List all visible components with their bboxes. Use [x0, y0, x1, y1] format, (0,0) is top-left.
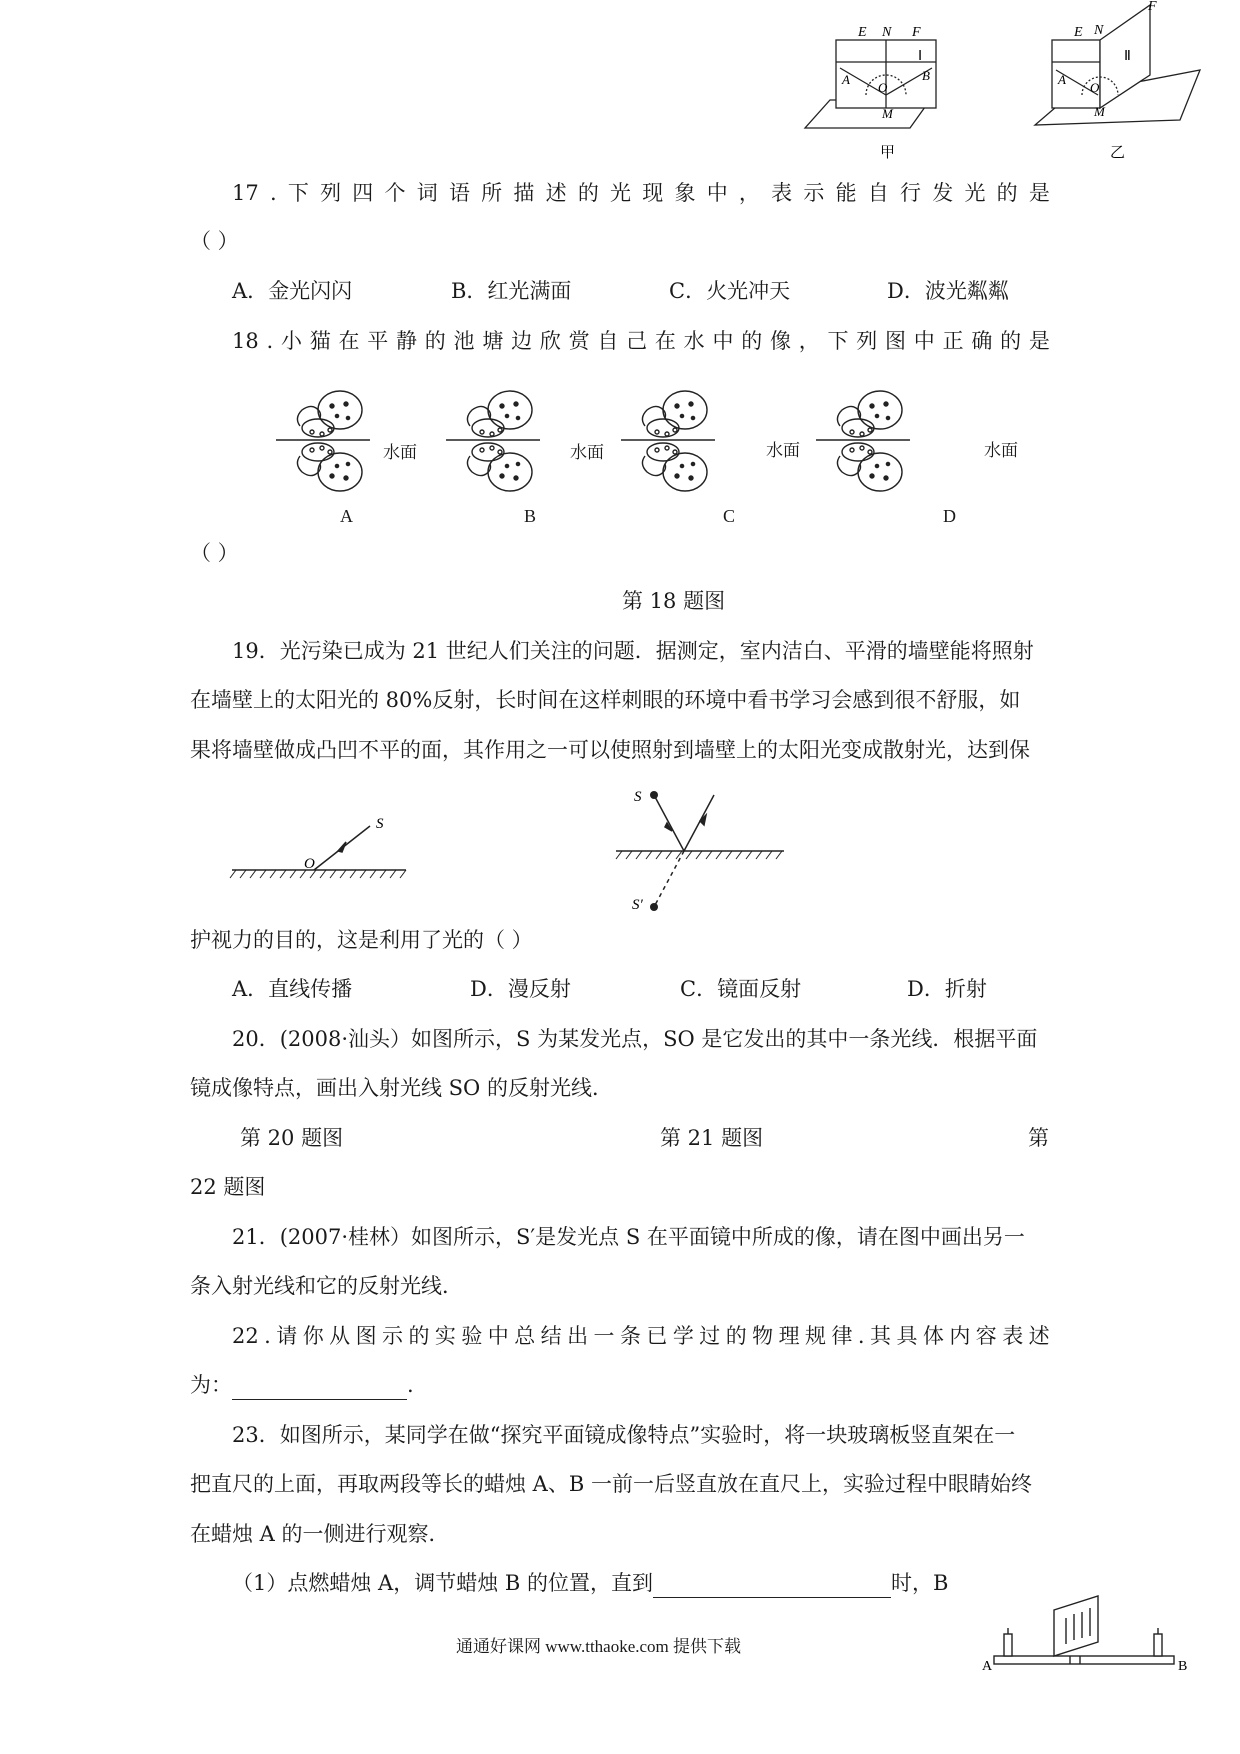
q19-line-2: 在墙壁上的太阳光的 80%反射，长时间在这样刺眼的环境中看书学习会感到很不舒服，如 — [190, 688, 1021, 712]
q21-line-2: 条入射光线和它的反射光线． — [190, 1274, 463, 1298]
fig-jia-label-E: E — [858, 25, 867, 40]
q22-stem — [232, 1321, 1050, 1351]
stem-char: 四 — [352, 181, 374, 205]
stem-char: 述 — [1028, 1324, 1050, 1348]
fig21-label-S: S — [634, 789, 642, 805]
stem-char: 的 — [725, 1324, 747, 1348]
fig-yi-label-N: N — [1094, 23, 1104, 38]
stem-char: 是 — [1028, 329, 1050, 353]
stem-char: 结 — [540, 1324, 562, 1348]
stem-char: 下 — [827, 329, 849, 353]
stem-char: 塘 — [482, 329, 504, 353]
fig-yi-label-E: E — [1074, 25, 1083, 40]
stem-char: 学 — [672, 1324, 694, 1348]
q23-sub1-prefix: （1）点燃蜡烛 A，调节蜡烛 B 的位置，直到 — [232, 1571, 653, 1595]
q18-water-label-c: 水面 — [766, 441, 800, 460]
fig20-label-O: O — [304, 856, 315, 872]
q17-stem — [232, 178, 1050, 208]
fig-jia-label-roman: Ⅰ — [918, 49, 923, 64]
q19-line-3: 果将墙壁做成凸凹不平的面，其作用之一可以使照射到墙壁上的太阳光变成散射光，达到保 — [190, 738, 1030, 762]
top-figure-jia — [800, 0, 980, 160]
q19-option-a: A．直线传播 — [232, 977, 353, 1001]
stem-char: 边 — [511, 329, 533, 353]
q17-option-b: B．红光满面 — [451, 279, 572, 303]
caption-fig-20: 第 20 题图 — [240, 1126, 344, 1150]
stem-char: 光 — [610, 181, 632, 205]
q19-line-1: 19．光污染已成为 21 世纪人们关注的问题．据测定，室内洁白、平滑的墙壁能将照射 — [232, 639, 1034, 663]
stem-char: 个 — [384, 181, 406, 205]
q18-figure-caption: 第 18 题图 — [622, 589, 726, 613]
candle-label-B: B — [1178, 1659, 1188, 1674]
fig20-label-S: S — [376, 816, 384, 832]
fig21-mirror-diagram — [610, 785, 790, 915]
stem-char: 你 — [302, 1324, 324, 1348]
stem-char: 请 — [276, 1324, 298, 1348]
fig-jia-label-A: A — [842, 72, 850, 87]
stem-char: 体 — [922, 1324, 944, 1348]
q23-line-1: 23．如图所示，某同学在做“探究平面镜成像特点”实验时，将一块玻璃板竖直架在一 — [232, 1423, 1016, 1447]
fig-jia-label-N: N — [882, 25, 892, 40]
stem-char: 实 — [434, 1324, 456, 1348]
stem-char: 自 — [867, 181, 889, 205]
stem-char: 列 — [320, 181, 342, 205]
stem-char: 示 — [803, 181, 825, 205]
top-figure-yi — [1030, 0, 1220, 160]
stem-char: 池 — [453, 329, 475, 353]
stem-char: . — [266, 329, 274, 353]
footer-source: 通通好课网 www.tthaoke.com 提供下载 — [456, 1637, 742, 1656]
stem-char: 现 — [642, 181, 664, 205]
stem-char: 确 — [971, 329, 993, 353]
q18-option-letter-d: D — [943, 506, 956, 526]
fig-jia-label-M: M — [882, 106, 893, 121]
q17-option-c: C．火光冲天 — [669, 279, 791, 303]
stem-char: 中 — [913, 329, 935, 353]
stem-char: 过 — [699, 1324, 721, 1348]
q23-line-3: 在蜡烛 A 的一侧进行观察． — [190, 1522, 450, 1546]
stem-char: 的 — [741, 329, 763, 353]
stem-char: 的 — [424, 329, 446, 353]
fig20-mirror-diagram — [230, 816, 410, 900]
caption-fig-22-part-2: 22 题图 — [190, 1175, 266, 1199]
stem-char: 描 — [513, 181, 535, 205]
q22-answer-blank[interactable] — [232, 1373, 407, 1400]
cat-figure-a — [276, 391, 370, 491]
stem-char: 的 — [408, 1324, 430, 1348]
stem-char: 律 — [831, 1324, 853, 1348]
caption-fig-22-part-1: 第 — [1028, 1126, 1049, 1150]
stem-char: 光 — [964, 181, 986, 205]
q22-suffix: . — [407, 1373, 414, 1397]
q18-stem — [232, 326, 1050, 356]
q23-sub1-suffix: 时，B — [890, 1571, 949, 1595]
stem-char: 验 — [461, 1324, 483, 1348]
stem-char: 从 — [329, 1324, 351, 1348]
fig-jia-caption: 甲 — [880, 145, 896, 161]
q19-option-d: D．折射 — [907, 977, 987, 1001]
q19-line-4: 护视力的目的，这是利用了光的（ ） — [190, 928, 533, 952]
stem-char: 平 — [367, 329, 389, 353]
stem-char: 一 — [593, 1324, 615, 1348]
q23-sub1 — [232, 1568, 948, 1598]
stem-char: 总 — [514, 1324, 536, 1348]
q18-water-label-b: 水面 — [570, 443, 604, 462]
stem-char: 已 — [646, 1324, 668, 1348]
fig-jia-label-O: O — [878, 80, 888, 95]
stem-char: 图 — [885, 329, 907, 353]
stem-char: ， — [738, 181, 760, 205]
stem-char: 的 — [577, 181, 599, 205]
stem-char: 容 — [975, 1324, 997, 1348]
stem-char: 象 — [674, 181, 696, 205]
stem-char: 中 — [487, 1324, 509, 1348]
q20-line-2: 镜成像特点，画出入射光线 SO 的反射光线． — [190, 1076, 613, 1100]
stem-char: 在 — [654, 329, 676, 353]
stem-char: 己 — [626, 329, 648, 353]
fig-yi-caption: 乙 — [1110, 145, 1126, 161]
stem-char: 的 — [1000, 329, 1022, 353]
fig-yi-label-M: M — [1094, 104, 1105, 119]
q18-water-label-a: 水面 — [383, 443, 417, 462]
stem-char: ， — [798, 329, 820, 353]
stem-char: 水 — [683, 329, 705, 353]
stem-char: 规 — [805, 1324, 827, 1348]
q22-prefix: 为： — [190, 1373, 232, 1397]
stem-char: 能 — [835, 181, 857, 205]
stem-char: 欣 — [539, 329, 561, 353]
candle-label-A: A — [982, 1659, 993, 1674]
stem-char: 述 — [545, 181, 567, 205]
stem-char: 表 — [1002, 1324, 1024, 1348]
stem-char: 正 — [942, 329, 964, 353]
stem-char: 下 — [287, 181, 309, 205]
q23-line-2: 把直尺的上面，再取两段等长的蜡烛 A、B 一前一后竖直放在直尺上，实验过程中眼睛始终 — [190, 1472, 1032, 1496]
stem-char: 所 — [481, 181, 503, 205]
fig-jia-label-F: F — [912, 25, 921, 40]
stem-char: 行 — [900, 181, 922, 205]
stem-char: 猫 — [309, 329, 331, 353]
stem-char: 具 — [896, 1324, 918, 1348]
q23-candle-figure — [970, 1590, 1210, 1680]
q20-line-1: 20．(2008·汕头）如图所示，S 为某发光点，SO 是它发出的其中一条光线．根据平面 — [232, 1027, 1038, 1051]
q23-sub1-blank[interactable] — [653, 1571, 891, 1598]
q22-answer-line — [190, 1370, 414, 1400]
cat-figure-c — [621, 391, 715, 491]
stem-char: 17 — [232, 181, 259, 205]
q18-option-letter-b: B — [524, 506, 537, 526]
stem-char: 的 — [996, 181, 1018, 205]
q17-option-a: A．金光闪闪 — [232, 279, 353, 303]
fig-jia-label-B: B — [922, 68, 930, 83]
stem-char: 出 — [567, 1324, 589, 1348]
fig-yi-label-F: F — [1148, 0, 1157, 14]
fig-yi-label-A: A — [1058, 72, 1066, 87]
stem-char: 在 — [338, 329, 360, 353]
caption-fig-21: 第 21 题图 — [660, 1126, 764, 1150]
fig-yi-label-roman: Ⅱ — [1124, 49, 1131, 64]
stem-char: 小 — [280, 329, 302, 353]
stem-char: 词 — [416, 181, 438, 205]
stem-char: 表 — [771, 181, 793, 205]
cat-figure-d — [816, 391, 910, 491]
stem-char: 示 — [382, 1324, 404, 1348]
cat-figure-b — [446, 391, 540, 491]
stem-char: 语 — [448, 181, 470, 205]
q21-line-1: 21．(2007·桂林）如图所示，S′是发光点 S 在平面镜中所成的像，请在图中画出另一 — [232, 1225, 1025, 1249]
q19-option-b: D．漫反射 — [470, 977, 571, 1001]
stem-char: . — [264, 1324, 271, 1348]
stem-char: 其 — [870, 1324, 892, 1348]
stem-char: 图 — [355, 1324, 377, 1348]
q17-option-d: D．波光粼粼 — [887, 279, 1009, 303]
stem-char: 条 — [619, 1324, 641, 1348]
q18-answer-paren: （ ） — [190, 541, 239, 565]
fig-yi-label-O: O — [1090, 80, 1100, 95]
q17-answer-paren: （ ） — [190, 229, 239, 253]
q18-option-letter-c: C — [723, 506, 736, 526]
stem-char: 自 — [597, 329, 619, 353]
stem-char: 物 — [752, 1324, 774, 1348]
stem-char: 18 — [232, 329, 259, 353]
fig21-label-S-image: S′ — [632, 897, 643, 913]
stem-char: 赏 — [568, 329, 590, 353]
q18-water-label-d: 水面 — [984, 441, 1018, 460]
stem-char: 22 — [232, 1324, 259, 1348]
q19-option-c: C．镜面反射 — [680, 977, 802, 1001]
stem-char: 是 — [1028, 181, 1050, 205]
stem-char: 列 — [856, 329, 878, 353]
q18-option-letter-a: A — [340, 506, 353, 526]
stem-char: 中 — [706, 181, 728, 205]
stem-char: . — [857, 1324, 865, 1348]
stem-char: 内 — [949, 1324, 971, 1348]
stem-char: . — [269, 181, 277, 205]
stem-char: 像 — [769, 329, 791, 353]
stem-char: 发 — [932, 181, 954, 205]
stem-char: 中 — [712, 329, 734, 353]
stem-char: 静 — [396, 329, 418, 353]
stem-char: 理 — [778, 1324, 800, 1348]
